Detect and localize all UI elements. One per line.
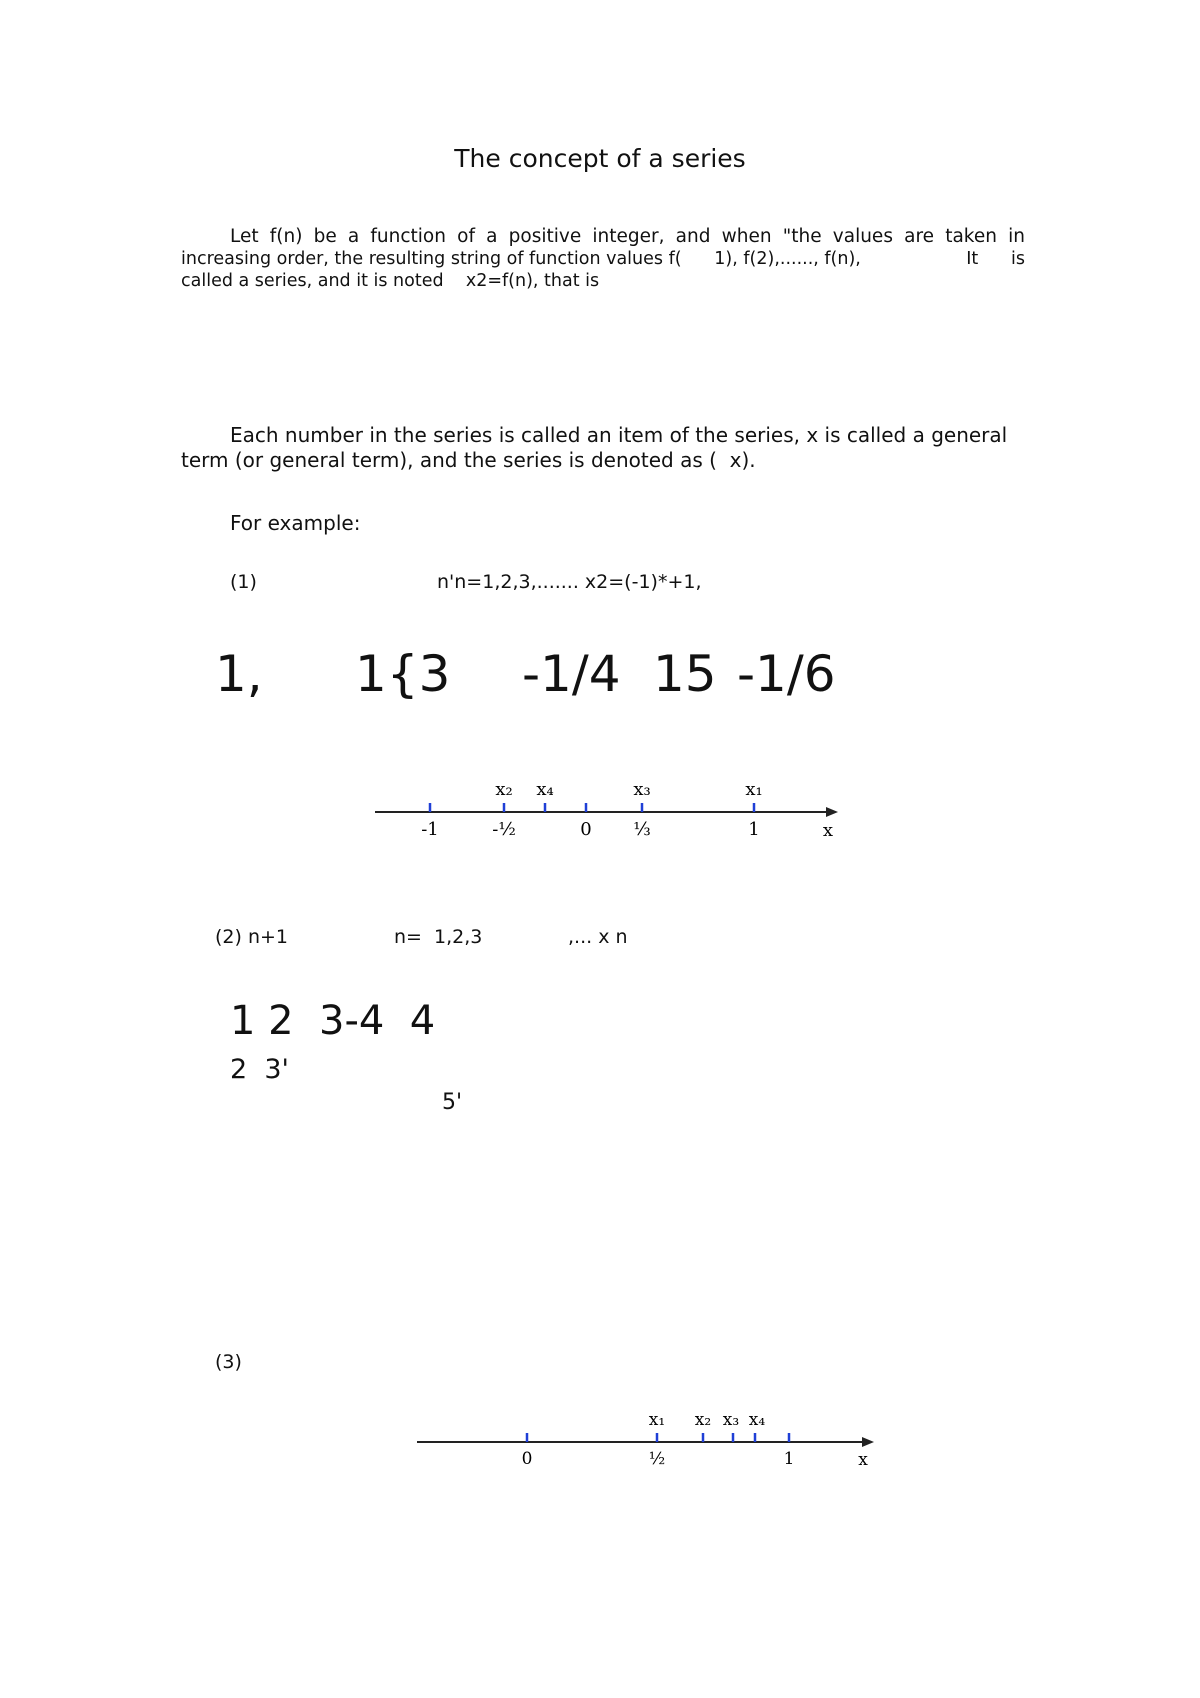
example-2-numerators: 1 2 3-4 4 — [230, 998, 436, 1044]
point-label: x₃ — [722, 1410, 740, 1430]
point-label: x₄ — [748, 1410, 766, 1430]
word: "the — [782, 226, 822, 247]
tick-label: 1 — [783, 1449, 795, 1469]
tick-label: ½ — [648, 1449, 666, 1469]
example-2-n: n= 1,2,3 — [394, 926, 483, 948]
example-1-term: 1, — [215, 645, 263, 703]
number-line-1 — [370, 770, 840, 850]
example-1-term: 1{3 — [355, 645, 451, 703]
tick-label: ⅓ — [633, 819, 651, 840]
tick-label: 0 — [521, 1449, 533, 1469]
word: positive — [508, 226, 582, 247]
word: of — [457, 226, 475, 247]
example-3-label: (3) — [215, 1351, 242, 1373]
intro-line-2-part: 1), f(2),......, f(n), — [714, 249, 861, 269]
word: values — [832, 226, 893, 247]
word: function — [370, 226, 446, 247]
for-example-label: For example: — [230, 511, 361, 535]
example-2-label: (2) n+1 — [215, 926, 289, 948]
point-label: x₄ — [536, 779, 554, 800]
definition-line-2: term (or general term), and the series is denoted as ( x). — [181, 448, 756, 472]
example-2-dots: ,... x n — [568, 926, 628, 948]
point-label: x₁ — [745, 779, 763, 800]
word: Let — [230, 226, 259, 247]
point-label: x₃ — [633, 779, 651, 800]
number-line-2 — [412, 1403, 882, 1473]
example-2-denominators: 2 3' — [230, 1054, 289, 1085]
example-1-term: 15 — [653, 645, 717, 703]
axis-label: x — [858, 1450, 868, 1470]
point-label: x₂ — [495, 779, 513, 800]
word: a — [486, 226, 498, 247]
axis-label: x — [822, 820, 834, 841]
axis-arrow — [826, 807, 838, 817]
point-label: x₁ — [648, 1410, 666, 1430]
word: integer, — [592, 226, 665, 247]
page-title: The concept of a series — [454, 144, 746, 173]
word: and — [675, 226, 711, 247]
example-1-formula: n'n=1,2,3,....... x2=(-1)*+1, — [437, 571, 702, 593]
intro-paragraph — [181, 226, 1025, 292]
intro-line-2-part: It — [966, 249, 979, 269]
tick-label: -½ — [492, 819, 516, 840]
intro-line-2-part: increasing order, the resulting string of function values f( — [181, 249, 682, 269]
tick-label: -1 — [421, 819, 439, 840]
example-1-term: -1/4 — [522, 645, 621, 703]
word: a — [347, 226, 360, 247]
axis-arrow — [862, 1437, 874, 1447]
word: in — [1008, 226, 1025, 247]
intro-line-3: called a series, and it is noted x2=f(n), that is — [181, 271, 600, 291]
example-2-extra: 5' — [442, 1090, 463, 1115]
example-1-term: -1/6 — [737, 645, 836, 703]
word: are — [904, 226, 935, 247]
word: taken — [945, 226, 997, 247]
example-1-label: (1) — [230, 571, 257, 593]
point-label: x₂ — [694, 1410, 712, 1430]
intro-line-2 — [181, 248, 1025, 270]
tick-label: 0 — [580, 819, 592, 840]
definition-paragraph — [181, 423, 1025, 473]
tick-label: 1 — [748, 819, 760, 840]
intro-line-2-part: is — [1011, 249, 1025, 269]
word: be — [313, 226, 337, 247]
word: f(n) — [269, 226, 303, 247]
word: when — [721, 226, 772, 247]
definition-line-1: Each number in the series is called an item of the series, x is called a general — [230, 423, 1008, 447]
intro-line-1 — [181, 226, 1025, 248]
